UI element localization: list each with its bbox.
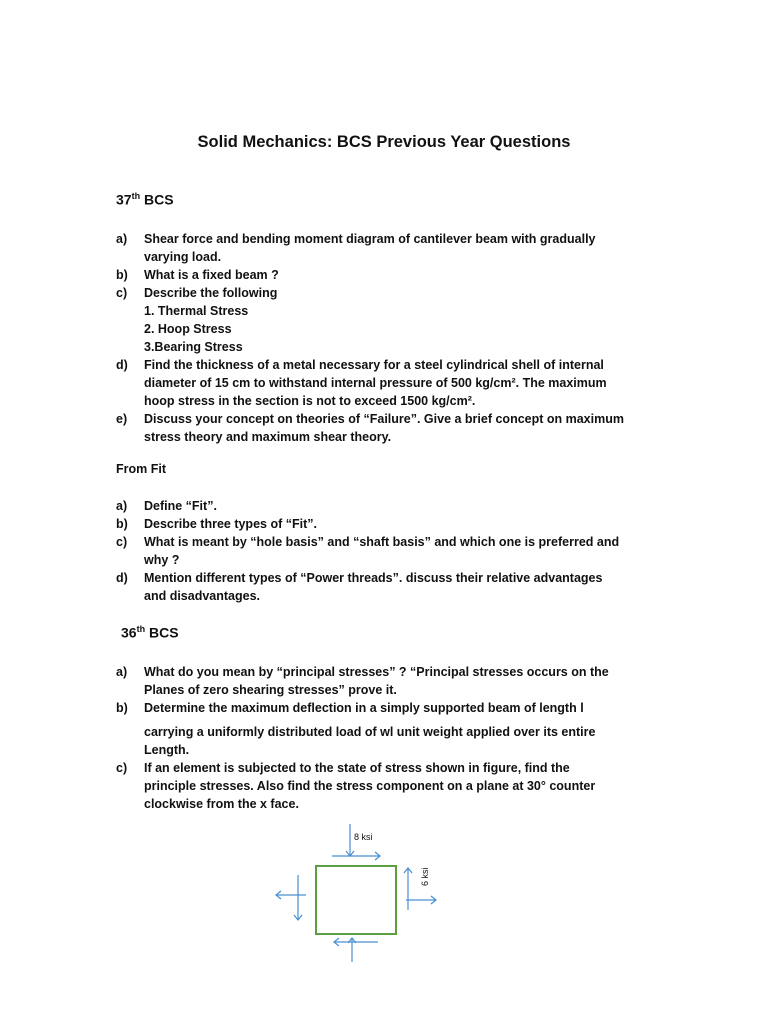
item-marker: b) (116, 701, 128, 715)
item-text (144, 230, 666, 266)
item-marker: c) (116, 286, 128, 300)
item-line: hoop stress in the section is not to exceed 1500 kg/cm². (144, 394, 476, 408)
section-heading-37 (116, 191, 174, 208)
item-line: Determine the maximum deflection in a simply supported beam of length l (144, 701, 584, 715)
item-text (144, 356, 666, 410)
item-marker: c) (116, 761, 128, 775)
item-line: What is meant by “hole basis” and “shaft basis” and which one is preferred and (144, 535, 620, 549)
item-line: If an element is subjected to the state of stress shown in figure, find the (144, 761, 570, 775)
item-text (144, 759, 666, 813)
item-line: 3.Bearing Stress (144, 340, 243, 354)
item-line: What is a fixed beam ? (144, 268, 279, 282)
item-line: Shear force and bending moment diagram of cantilever beam with gradually (144, 232, 596, 246)
right-stress-label: 6 ksi (420, 867, 430, 886)
list-item (116, 284, 666, 356)
item-line: varying load. (144, 250, 222, 264)
item-line: and disadvantages. (144, 589, 261, 603)
question-list-37 (116, 230, 666, 446)
item-text (144, 569, 666, 605)
list-item (116, 569, 666, 605)
item-line: clockwise from the x face. (144, 797, 299, 811)
item-marker: b) (116, 268, 128, 282)
question-list-fit (116, 497, 666, 605)
item-text (144, 515, 666, 533)
section-label: BCS (140, 191, 174, 208)
stress-element-figure (270, 820, 450, 970)
section-ordinal: th (136, 624, 146, 634)
item-text (144, 533, 666, 569)
section-ordinal: th (131, 191, 141, 201)
from-fit-heading: From Fit (116, 462, 166, 476)
item-line: Describe three types of “Fit”. (144, 517, 317, 531)
item-line: Planes of zero shearing stresses” prove it. (144, 683, 397, 697)
item-line: principle stresses. Also find the stress component on a plane at 30° counter (144, 779, 596, 793)
item-line: diameter of 15 cm to withstand internal pressure of 500 kg/cm². The maximum (144, 376, 607, 390)
item-marker: a) (116, 232, 128, 246)
question-list-36 (116, 663, 666, 813)
list-item (116, 533, 666, 569)
item-line: Discuss your concept on theories of “Failure”. Give a brief concept on maximum (144, 412, 624, 426)
item-marker: d) (116, 571, 128, 585)
section-number: 36 (121, 624, 137, 641)
list-item (116, 663, 666, 699)
item-line: Mention different types of “Power threads”. discuss their relative advantages (144, 571, 603, 585)
list-item (116, 699, 666, 759)
item-line: stress theory and maximum shear theory. (144, 430, 392, 444)
stress-element-box (316, 866, 396, 934)
item-text (144, 497, 666, 515)
item-line: Find the thickness of a metal necessary for a steel cylindrical shell of internal (144, 358, 604, 372)
item-marker: a) (116, 499, 128, 513)
page-title: Solid Mechanics: BCS Previous Year Questions (197, 133, 571, 151)
stress-arrows (276, 824, 436, 962)
item-line: Describe the following (144, 286, 278, 300)
section-heading-36 (121, 624, 179, 641)
item-line: why ? (144, 553, 180, 567)
item-text (144, 410, 666, 446)
item-marker: a) (116, 665, 128, 679)
item-text (144, 699, 666, 759)
section-label: BCS (145, 624, 179, 641)
item-line: Length. (144, 743, 190, 757)
item-line: 2. Hoop Stress (144, 322, 232, 336)
list-item (116, 410, 666, 446)
item-line: Define “Fit”. (144, 499, 217, 513)
top-stress-label: 8 ksi (354, 832, 373, 842)
section-number: 37 (116, 191, 132, 208)
item-marker: b) (116, 517, 128, 531)
list-item (116, 356, 666, 410)
item-line: 1. Thermal Stress (144, 304, 249, 318)
list-item (116, 266, 666, 284)
item-marker: e) (116, 412, 128, 426)
list-item (116, 230, 666, 266)
item-text (144, 663, 666, 699)
list-item (116, 497, 666, 515)
list-item (116, 515, 666, 533)
item-line: carrying a uniformly distributed load of wl unit weight applied over its entire (144, 725, 596, 739)
item-marker: d) (116, 358, 128, 372)
item-marker: c) (116, 535, 128, 549)
list-item (116, 759, 666, 813)
item-text (144, 284, 666, 356)
item-text (144, 266, 666, 284)
item-line: What do you mean by “principal stresses” ? “Principal stresses occurs on the (144, 665, 609, 679)
